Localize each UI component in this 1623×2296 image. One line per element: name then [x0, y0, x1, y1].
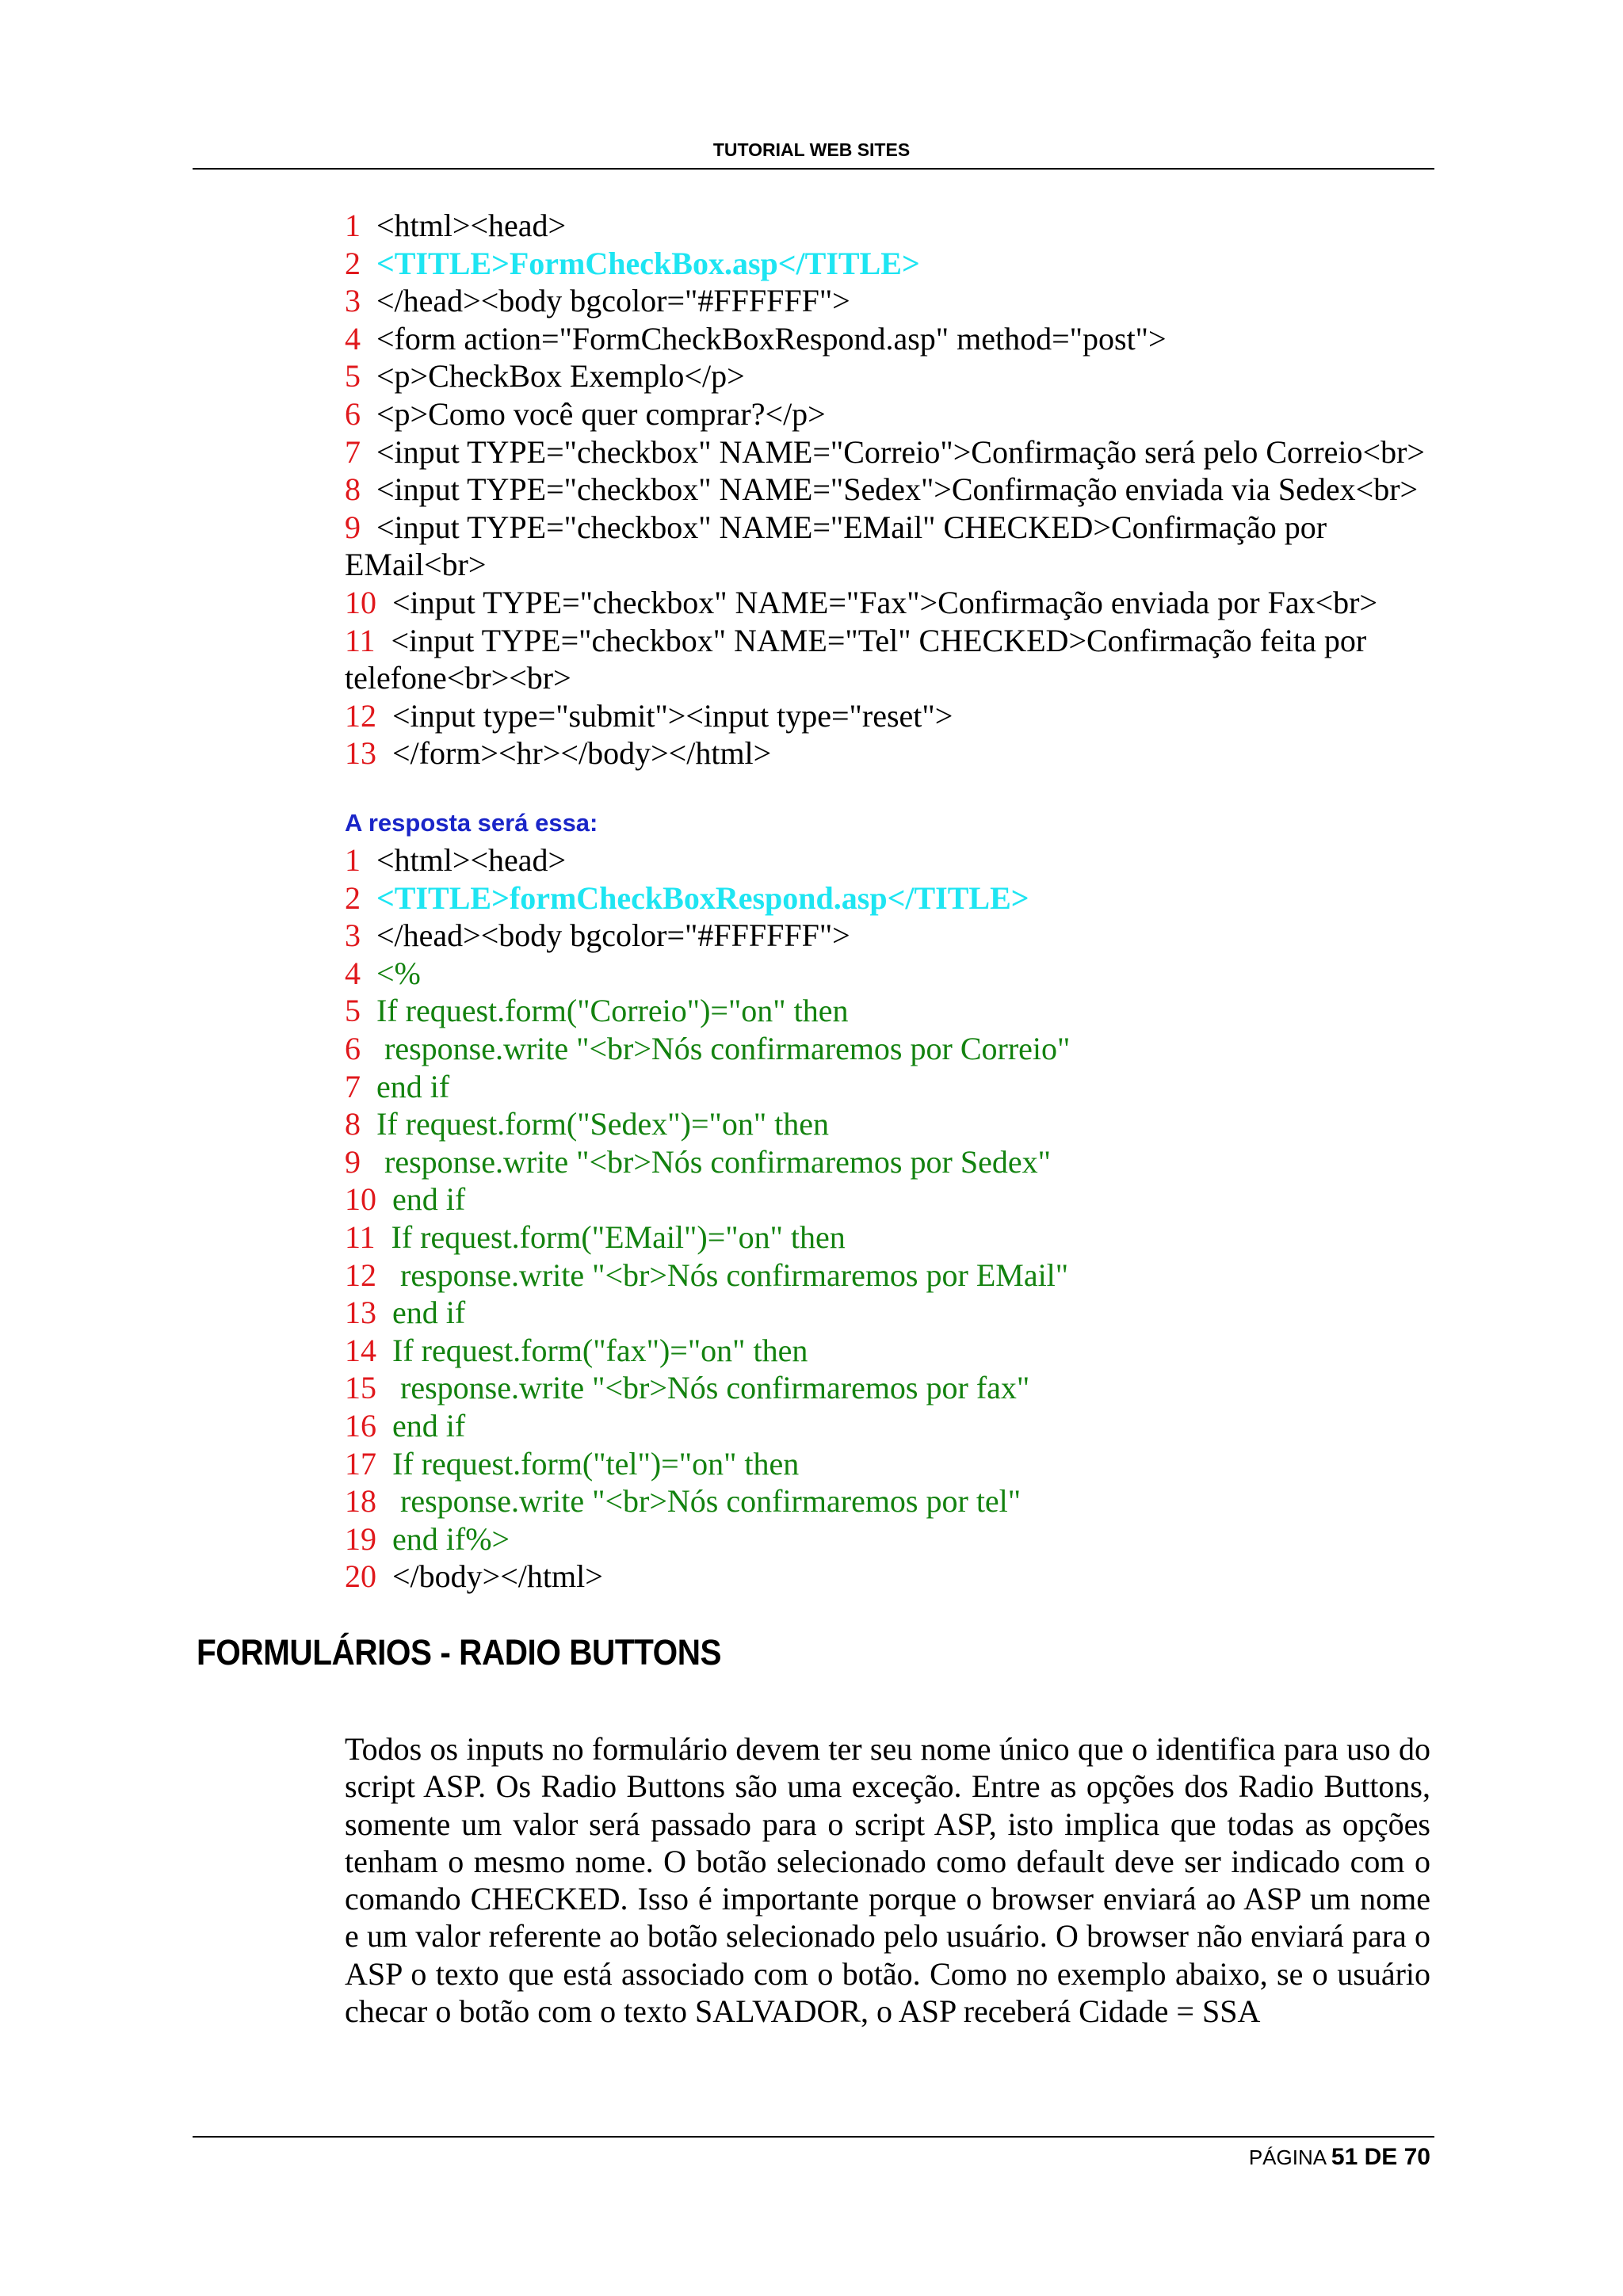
code-text: <input TYPE="checkbox" NAME="Sedex">Confirmação enviada via Sedex<br> — [376, 471, 1419, 508]
line-number: 13 — [345, 1295, 376, 1331]
code-text: <input TYPE="checkbox" NAME="EMail" CHECKED>Confirmação por — [376, 509, 1327, 545]
line-number: 18 — [345, 1483, 376, 1520]
code-line — [345, 1482, 1438, 1520]
line-number: 11 — [345, 1219, 376, 1255]
code-text: If request.form("Sedex")="on" then — [376, 1106, 830, 1142]
code-line — [345, 622, 1438, 660]
code-line — [345, 509, 1438, 547]
code-text: <input TYPE="checkbox" NAME="Correio">Confirmação será pelo Correio<br> — [376, 433, 1425, 470]
code-text: <input type="submit"><input type="reset"> — [392, 697, 953, 734]
line-number: 1 — [345, 842, 361, 878]
code-line-continuation: telefone<br><br> — [345, 660, 571, 696]
page-label: PÁGINA — [1248, 2145, 1326, 2169]
code-line — [345, 955, 1438, 993]
code-line — [345, 584, 1438, 622]
code-block-checkbox-form — [345, 207, 1438, 772]
code-line — [345, 697, 1438, 735]
code-line — [345, 1219, 1438, 1257]
line-number: 10 — [345, 1181, 376, 1218]
code-line — [345, 320, 1438, 358]
answer-label: A resposta será essa: — [345, 809, 598, 837]
code-line — [345, 992, 1438, 1030]
code-text: end if — [376, 1068, 450, 1104]
line-number: 5 — [345, 358, 361, 395]
body-paragraph: Todos os inputs no formulário devem ter seu nome único que o identifica para uso do script ASP. Os Radio Buttons são uma exceção. Entre as opções dos Radio Buttons, somente um valor será passado para o script ASP, isto implica que todas as opções tenham o mesmo nome. O botão selecionado como default deve ser indicado com o comando CHECKED. Isso é importante porque o browser enviará ao ASP um nome e um valor referente ao botão selecionado pelo usuário. O browser não enviará para o ASP o texto que está associado com o botão. Como no exemplo abaixo, se o usuário checar o botão com o texto SALVADOR, o ASP receberá Cidade = SSA — [345, 1731, 1430, 2030]
code-line — [345, 1030, 1438, 1068]
code-line — [345, 1143, 1438, 1181]
code-text: <form action="FormCheckBoxRespond.asp" method="post"> — [376, 320, 1167, 357]
code-line — [345, 841, 1438, 879]
line-number: 3 — [345, 283, 361, 319]
code-line — [345, 1558, 1438, 1596]
code-text: end if%> — [392, 1520, 510, 1557]
header-rule — [193, 168, 1434, 170]
line-number: 3 — [345, 917, 361, 954]
line-number: 8 — [345, 1106, 361, 1142]
line-number: 16 — [345, 1407, 376, 1444]
code-text: <p>Como você quer comprar?</p> — [376, 395, 826, 432]
code-line — [345, 879, 1438, 917]
line-number: 7 — [345, 1068, 361, 1104]
code-line — [345, 1257, 1438, 1295]
section-heading: FORMULÁRIOS - RADIO BUTTONS — [197, 1632, 722, 1672]
line-number: 10 — [345, 584, 376, 620]
code-line — [345, 471, 1438, 509]
code-text: response.write "<br>Nós confirmaremos por Sedex" — [376, 1143, 1051, 1180]
code-line — [345, 207, 1438, 245]
line-number: 11 — [345, 622, 376, 658]
code-line — [345, 734, 1438, 772]
code-text: <input TYPE="checkbox" NAME="Fax">Confirmação enviada por Fax<br> — [392, 584, 1378, 620]
code-line — [345, 1445, 1438, 1483]
line-number: 17 — [345, 1445, 376, 1482]
line-number: 19 — [345, 1520, 376, 1557]
page-number — [1249, 2144, 1430, 2171]
code-text: <input TYPE="checkbox" NAME="Tel" CHECKED>Confirmação feita por — [391, 622, 1367, 658]
page-count: 51 DE 70 — [1331, 2144, 1430, 2170]
code-line — [345, 1332, 1438, 1370]
code-block-checkbox-respond — [345, 841, 1438, 1596]
code-text: <html><head> — [376, 208, 567, 243]
line-number: 1 — [345, 208, 361, 243]
code-text: <html><head> — [376, 842, 567, 878]
code-text: <% — [376, 955, 421, 991]
code-text: response.write "<br>Nós confirmaremos por EMail" — [392, 1257, 1069, 1293]
line-number: 12 — [345, 1257, 376, 1293]
line-number: 2 — [345, 879, 361, 916]
code-text: </form><hr></body></html> — [392, 735, 772, 772]
line-number: 6 — [345, 1030, 361, 1066]
line-number: 9 — [345, 509, 361, 545]
code-line — [345, 433, 1438, 471]
code-text: If request.form("Correio")="on" then — [376, 993, 849, 1029]
code-text: <TITLE>FormCheckBox.asp</TITLE> — [376, 245, 920, 281]
code-line — [345, 395, 1438, 433]
code-line — [345, 245, 1438, 283]
code-text: If request.form("EMail")="on" then — [391, 1219, 846, 1255]
code-line — [345, 1294, 1438, 1332]
code-line — [345, 1369, 1438, 1407]
footer-rule — [193, 2136, 1434, 2138]
line-number: 15 — [345, 1370, 376, 1406]
code-text: response.write "<br>Nós confirmaremos por Correio" — [376, 1030, 1071, 1066]
code-text: </head><body bgcolor="#FFFFFF"> — [376, 283, 850, 319]
line-number: 5 — [345, 993, 361, 1029]
code-text: end if — [392, 1181, 466, 1218]
code-text: </head><body bgcolor="#FFFFFF"> — [376, 917, 850, 954]
line-number: 4 — [345, 955, 361, 991]
line-number: 12 — [345, 697, 376, 734]
code-line — [345, 282, 1438, 320]
code-line — [345, 357, 1438, 395]
code-line — [345, 1068, 1438, 1106]
line-number: 9 — [345, 1143, 361, 1180]
code-text: <TITLE>formCheckBoxRespond.asp</TITLE> — [376, 879, 1029, 916]
line-number: 8 — [345, 471, 361, 508]
code-text: end if — [392, 1295, 466, 1331]
line-number: 20 — [345, 1558, 376, 1595]
code-line — [345, 1180, 1438, 1219]
line-number: 6 — [345, 395, 361, 432]
header-title: TUTORIAL WEB SITES — [712, 139, 911, 160]
code-text: If request.form("tel")="on" then — [392, 1445, 800, 1482]
line-number: 14 — [345, 1332, 376, 1368]
code-line — [345, 1520, 1438, 1558]
line-number: 2 — [345, 245, 361, 281]
line-number: 4 — [345, 320, 361, 357]
line-number: 7 — [345, 433, 361, 470]
code-text: </body></html> — [392, 1558, 603, 1595]
code-text: <p>CheckBox Exemplo</p> — [376, 358, 745, 395]
code-line — [345, 1105, 1438, 1143]
code-text: end if — [392, 1407, 466, 1444]
code-text: If request.form("fax")="on" then — [392, 1332, 808, 1368]
line-number: 13 — [345, 735, 376, 772]
code-text: response.write "<br>Nós confirmaremos por fax" — [392, 1370, 1030, 1406]
code-text: response.write "<br>Nós confirmaremos por tel" — [392, 1483, 1022, 1520]
code-line-continuation: EMail<br> — [345, 547, 487, 583]
code-line — [345, 1407, 1438, 1445]
code-line — [345, 917, 1438, 955]
